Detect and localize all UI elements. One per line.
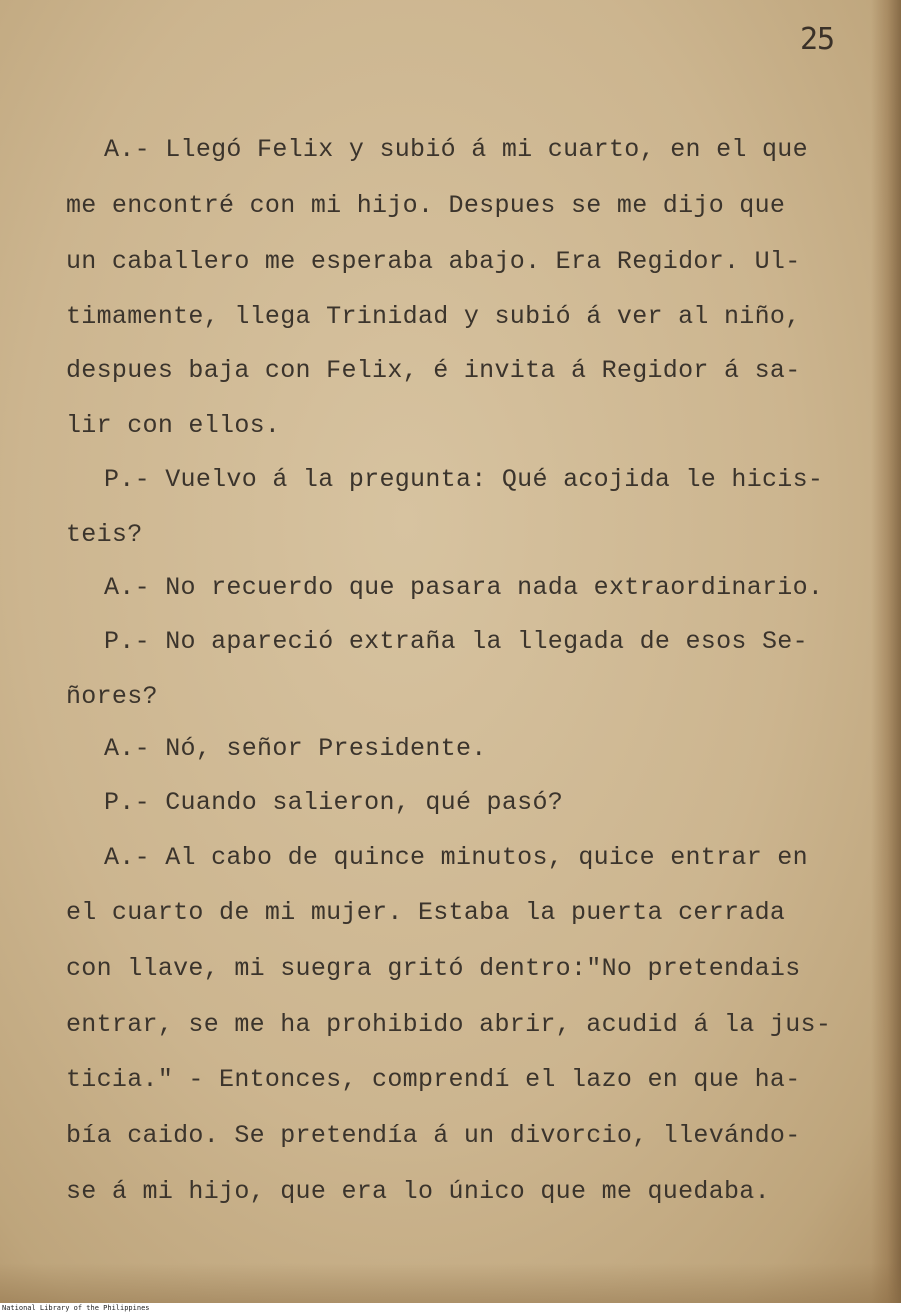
text-line: A.- Llegó Felix y subió á mi cuarto, en el que <box>104 135 808 164</box>
page-number: 25 <box>800 22 835 57</box>
text-line: despues baja con Felix, é invita á Regidor á sa- <box>66 356 801 385</box>
text-line: se á mi hijo, que era lo único que me quedaba. <box>66 1177 770 1206</box>
footer-bar <box>0 1303 901 1313</box>
text-line: ñores? <box>66 682 158 711</box>
text-line: un caballero me esperaba abajo. Era Regidor. Ul- <box>66 247 801 276</box>
text-line: bía caido. Se pretendía á un divorcio, llevándo- <box>66 1121 801 1150</box>
text-line: A.- Al cabo de quince minutos, quice entrar en <box>104 843 808 872</box>
text-line: con llave, mi suegra gritó dentro:"No pretendais <box>66 954 801 983</box>
text-line: A.- Nó, señor Presidente. <box>104 734 487 763</box>
text-line: el cuarto de mi mujer. Estaba la puerta cerrada <box>66 898 786 927</box>
text-line: P.- Cuando salieron, qué pasó? <box>104 788 564 817</box>
text-line: timamente, llega Trinidad y subió á ver al niño, <box>66 302 801 331</box>
text-line: P.- Vuelvo á la pregunta: Qué acojida le hicis- <box>104 465 824 494</box>
text-line: teis? <box>66 520 143 549</box>
text-line: lir con ellos. <box>66 411 281 440</box>
text-line: me encontré con mi hijo. Despues se me dijo que <box>66 191 786 220</box>
footer-credit: National Library of the Philippines <box>2 1304 150 1312</box>
page-bottom-shadow <box>0 1263 901 1303</box>
text-line: entrar, se me ha prohibido abrir, acudid á la jus- <box>66 1010 832 1039</box>
text-line: A.- No recuerdo que pasara nada extraordinario. <box>104 573 824 602</box>
page-edge-shadow <box>871 0 901 1303</box>
text-line: ticia." - Entonces, comprendí el lazo en que ha- <box>66 1065 801 1094</box>
text-line: P.- No apareció extraña la llegada de esos Se- <box>104 627 808 656</box>
